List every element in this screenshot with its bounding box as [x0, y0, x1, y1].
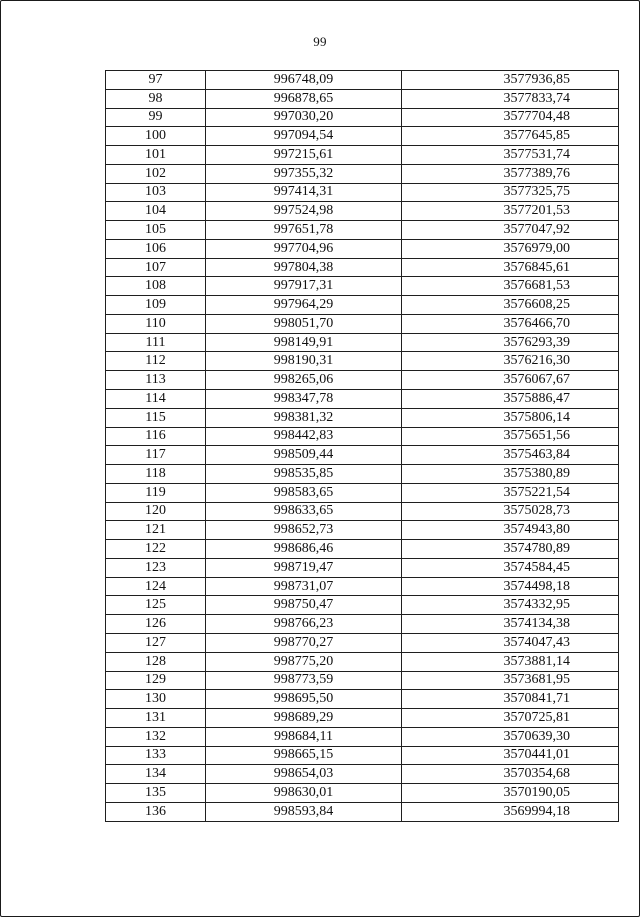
table-row — [106, 89, 619, 108]
table-row — [106, 502, 619, 521]
x-coordinate-cell: 998665,15 — [206, 746, 402, 765]
table-row — [106, 765, 619, 784]
y-coordinate-cell: 3577704,48 — [402, 108, 619, 127]
x-coordinate-cell: 997964,29 — [206, 296, 402, 315]
x-coordinate-cell: 997917,31 — [206, 277, 402, 296]
x-coordinate-cell: 998766,23 — [206, 615, 402, 634]
y-coordinate-cell: 3575651,56 — [402, 427, 619, 446]
y-coordinate-cell: 3577201,53 — [402, 202, 619, 221]
y-coordinate-cell: 3570841,71 — [402, 690, 619, 709]
x-coordinate-cell: 998347,78 — [206, 390, 402, 409]
point-number-cell: 123 — [106, 558, 206, 577]
table-row — [106, 202, 619, 221]
x-coordinate-cell: 997651,78 — [206, 221, 402, 240]
point-number-cell: 103 — [106, 183, 206, 202]
point-number-cell: 131 — [106, 709, 206, 728]
point-number-cell: 118 — [106, 465, 206, 484]
y-coordinate-cell: 3574780,89 — [402, 540, 619, 559]
y-coordinate-cell: 3577389,76 — [402, 164, 619, 183]
point-number-cell: 106 — [106, 239, 206, 258]
point-number-cell: 119 — [106, 483, 206, 502]
point-number-cell: 110 — [106, 314, 206, 333]
table-row — [106, 540, 619, 559]
point-number-cell: 105 — [106, 221, 206, 240]
y-coordinate-cell: 3575221,54 — [402, 483, 619, 502]
x-coordinate-cell: 998773,59 — [206, 671, 402, 690]
x-coordinate-cell: 998149,91 — [206, 333, 402, 352]
table-row — [106, 596, 619, 615]
y-coordinate-cell: 3576466,70 — [402, 314, 619, 333]
table-row — [106, 333, 619, 352]
y-coordinate-cell: 3574943,80 — [402, 521, 619, 540]
table-row — [106, 784, 619, 803]
table-row — [106, 427, 619, 446]
x-coordinate-cell: 998750,47 — [206, 596, 402, 615]
y-coordinate-cell: 3574584,45 — [402, 558, 619, 577]
point-number-cell: 97 — [106, 71, 206, 90]
table-row — [106, 521, 619, 540]
y-coordinate-cell: 3573881,14 — [402, 652, 619, 671]
x-coordinate-cell: 998190,31 — [206, 352, 402, 371]
x-coordinate-cell: 997414,31 — [206, 183, 402, 202]
x-coordinate-cell: 998775,20 — [206, 652, 402, 671]
point-number-cell: 102 — [106, 164, 206, 183]
y-coordinate-cell: 3577645,85 — [402, 127, 619, 146]
y-coordinate-cell: 3575028,73 — [402, 502, 619, 521]
y-coordinate-cell: 3577833,74 — [402, 89, 619, 108]
x-coordinate-cell: 998442,83 — [206, 427, 402, 446]
table-row — [106, 71, 619, 90]
table-row — [106, 465, 619, 484]
x-coordinate-cell: 998535,85 — [206, 465, 402, 484]
table-row — [106, 221, 619, 240]
point-number-cell: 124 — [106, 577, 206, 596]
x-coordinate-cell: 998684,11 — [206, 727, 402, 746]
table-row — [106, 483, 619, 502]
x-coordinate-cell: 998652,73 — [206, 521, 402, 540]
table-row — [106, 258, 619, 277]
point-number-cell: 99 — [106, 108, 206, 127]
x-coordinate-cell: 997215,61 — [206, 146, 402, 165]
table-row — [106, 390, 619, 409]
table-row — [106, 709, 619, 728]
table-row — [106, 277, 619, 296]
x-coordinate-cell: 998381,32 — [206, 408, 402, 427]
y-coordinate-cell: 3576608,25 — [402, 296, 619, 315]
point-number-cell: 135 — [106, 784, 206, 803]
y-coordinate-cell: 3570725,81 — [402, 709, 619, 728]
y-coordinate-cell: 3577325,75 — [402, 183, 619, 202]
point-number-cell: 136 — [106, 802, 206, 821]
x-coordinate-cell: 997804,38 — [206, 258, 402, 277]
y-coordinate-cell: 3576216,30 — [402, 352, 619, 371]
table-row — [106, 652, 619, 671]
point-number-cell: 98 — [106, 89, 206, 108]
y-coordinate-cell: 3576681,53 — [402, 277, 619, 296]
table-row — [106, 108, 619, 127]
x-coordinate-cell: 998630,01 — [206, 784, 402, 803]
table-row — [106, 690, 619, 709]
y-coordinate-cell: 3575463,84 — [402, 446, 619, 465]
point-number-cell: 121 — [106, 521, 206, 540]
y-coordinate-cell: 3577936,85 — [402, 71, 619, 90]
point-number-cell: 111 — [106, 333, 206, 352]
y-coordinate-cell: 3577531,74 — [402, 146, 619, 165]
y-coordinate-cell: 3570639,30 — [402, 727, 619, 746]
y-coordinate-cell: 3570354,68 — [402, 765, 619, 784]
y-coordinate-cell: 3570190,05 — [402, 784, 619, 803]
table-row — [106, 183, 619, 202]
y-coordinate-cell: 3569994,18 — [402, 802, 619, 821]
table-row — [106, 727, 619, 746]
point-number-cell: 134 — [106, 765, 206, 784]
point-number-cell: 104 — [106, 202, 206, 221]
point-number-cell: 126 — [106, 615, 206, 634]
x-coordinate-cell: 997094,54 — [206, 127, 402, 146]
point-number-cell: 130 — [106, 690, 206, 709]
point-number-cell: 116 — [106, 427, 206, 446]
point-number-cell: 128 — [106, 652, 206, 671]
table-row — [106, 408, 619, 427]
table-row — [106, 164, 619, 183]
x-coordinate-cell: 997524,98 — [206, 202, 402, 221]
table-row — [106, 446, 619, 465]
x-coordinate-cell: 996748,09 — [206, 71, 402, 90]
x-coordinate-cell: 998686,46 — [206, 540, 402, 559]
point-number-cell: 125 — [106, 596, 206, 615]
x-coordinate-cell: 997030,20 — [206, 108, 402, 127]
x-coordinate-cell: 998265,06 — [206, 371, 402, 390]
table-row — [106, 802, 619, 821]
point-number-cell: 127 — [106, 633, 206, 652]
x-coordinate-cell: 998051,70 — [206, 314, 402, 333]
x-coordinate-cell: 998770,27 — [206, 633, 402, 652]
y-coordinate-cell: 3577047,92 — [402, 221, 619, 240]
y-coordinate-cell: 3575886,47 — [402, 390, 619, 409]
y-coordinate-cell: 3576067,67 — [402, 371, 619, 390]
point-number-cell: 122 — [106, 540, 206, 559]
coordinates-table — [105, 70, 619, 822]
x-coordinate-cell: 996878,65 — [206, 89, 402, 108]
point-number-cell: 107 — [106, 258, 206, 277]
point-number-cell: 117 — [106, 446, 206, 465]
table-row — [106, 577, 619, 596]
x-coordinate-cell: 998689,29 — [206, 709, 402, 728]
table-row — [106, 352, 619, 371]
table-row — [106, 371, 619, 390]
x-coordinate-cell: 998695,50 — [206, 690, 402, 709]
coordinates-table-body — [106, 71, 619, 822]
y-coordinate-cell: 3570441,01 — [402, 746, 619, 765]
table-row — [106, 314, 619, 333]
point-number-cell: 113 — [106, 371, 206, 390]
point-number-cell: 129 — [106, 671, 206, 690]
x-coordinate-cell: 998583,65 — [206, 483, 402, 502]
table-row — [106, 671, 619, 690]
x-coordinate-cell: 998593,84 — [206, 802, 402, 821]
point-number-cell: 133 — [106, 746, 206, 765]
x-coordinate-cell: 997355,32 — [206, 164, 402, 183]
point-number-cell: 112 — [106, 352, 206, 371]
y-coordinate-cell: 3576845,61 — [402, 258, 619, 277]
table-row — [106, 746, 619, 765]
y-coordinate-cell: 3576293,39 — [402, 333, 619, 352]
y-coordinate-cell: 3574498,18 — [402, 577, 619, 596]
y-coordinate-cell: 3574134,38 — [402, 615, 619, 634]
table-row — [106, 296, 619, 315]
table-row — [106, 127, 619, 146]
x-coordinate-cell: 998719,47 — [206, 558, 402, 577]
table-row — [106, 633, 619, 652]
y-coordinate-cell: 3575380,89 — [402, 465, 619, 484]
point-number-cell: 114 — [106, 390, 206, 409]
point-number-cell: 120 — [106, 502, 206, 521]
x-coordinate-cell: 998654,03 — [206, 765, 402, 784]
point-number-cell: 100 — [106, 127, 206, 146]
y-coordinate-cell: 3575806,14 — [402, 408, 619, 427]
y-coordinate-cell: 3574047,43 — [402, 633, 619, 652]
x-coordinate-cell: 997704,96 — [206, 239, 402, 258]
x-coordinate-cell: 998731,07 — [206, 577, 402, 596]
point-number-cell: 115 — [106, 408, 206, 427]
x-coordinate-cell: 998633,65 — [206, 502, 402, 521]
table-row — [106, 239, 619, 258]
point-number-cell: 132 — [106, 727, 206, 746]
point-number-cell: 109 — [106, 296, 206, 315]
table-row — [106, 615, 619, 634]
table-row — [106, 146, 619, 165]
point-number-cell: 108 — [106, 277, 206, 296]
y-coordinate-cell: 3573681,95 — [402, 671, 619, 690]
point-number-cell: 101 — [106, 146, 206, 165]
table-row — [106, 558, 619, 577]
y-coordinate-cell: 3576979,00 — [402, 239, 619, 258]
y-coordinate-cell: 3574332,95 — [402, 596, 619, 615]
page-number: 99 — [313, 34, 327, 49]
x-coordinate-cell: 998509,44 — [206, 446, 402, 465]
